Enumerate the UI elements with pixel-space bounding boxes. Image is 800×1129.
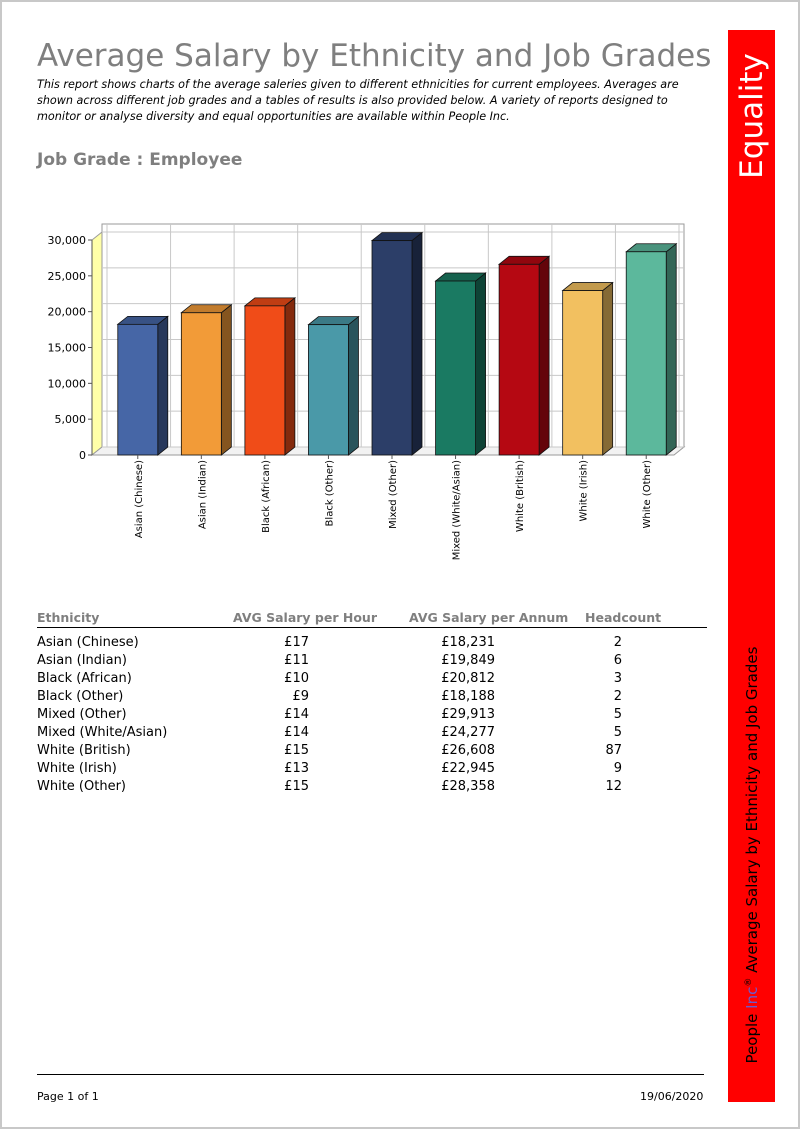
x-tick-label: Mixed (White/Asian) [451,460,463,561]
brand-registered: ® [743,977,754,987]
cell-ethnicity: White (Other) [37,779,126,794]
cell-annum: £20,812 [441,671,495,686]
report-date: 19/06/2020 [640,1090,704,1103]
bar-side [221,305,231,455]
cell-hour: £10 [284,671,309,686]
brand-people: People [742,1008,761,1064]
cell-ethnicity: Asian (Indian) [37,653,127,668]
bar-side [666,244,676,455]
cell-hour: £13 [284,761,309,776]
cell-hour: £14 [284,725,309,740]
cell-hour: £17 [284,635,309,650]
cell-ethnicity: White (British) [37,743,131,758]
y-tick-label: 5,000 [54,413,86,427]
cell-ethnicity: White (Irish) [37,761,117,776]
brand-inc: Inc [742,986,761,1009]
y-tick-label: 30,000 [47,234,86,247]
x-tick-label: Black (Other) [324,460,336,527]
sidebar-banner [728,30,775,1102]
header-annum: AVG Salary per Annum [409,610,569,625]
bar-side [476,273,486,455]
cell-ethnicity: Black (African) [37,671,132,686]
table-row [37,779,707,797]
cell-annum: £24,277 [441,725,495,740]
cell-annum: £18,231 [441,635,495,650]
cell-hour: £9 [292,689,309,704]
cell-headcount: 5 [613,725,622,740]
cell-hour: £15 [284,743,309,758]
bar-side [412,233,422,455]
sidebar-report-name [743,647,761,1064]
cell-headcount: 3 [613,671,622,686]
results-table [37,635,707,797]
bar-side [348,317,358,455]
table-row [37,635,707,653]
y-tick-label: 0 [79,449,86,462]
bar [563,291,603,455]
x-tick-label: Asian (Chinese) [133,460,145,539]
bar [181,313,221,455]
table-row [37,743,707,761]
cell-ethnicity: Asian (Chinese) [37,635,139,650]
bar-side [539,256,549,455]
y-tick-label: 20,000 [47,305,86,319]
cell-annum: £28,358 [441,779,495,794]
header-ethnicity: Ethnicity [37,610,100,625]
x-tick-label: Black (African) [260,460,272,533]
cell-annum: £29,913 [441,707,495,722]
chart-left-wall [92,232,102,455]
bar-side [158,316,168,455]
cell-headcount: 6 [613,653,622,668]
bar [118,324,158,455]
cell-ethnicity: Mixed (Other) [37,707,127,722]
bar [626,252,666,455]
table-row [37,689,707,707]
y-tick-label: 15,000 [47,341,86,355]
bar-side [285,298,295,455]
salary-bar-chart [2,2,722,572]
bar [245,306,285,455]
x-tick-label: Asian (Indian) [197,460,209,530]
x-tick-label: Mixed (Other) [388,460,399,529]
bar [436,281,476,455]
cell-hour: £15 [284,779,309,794]
bar [308,325,348,455]
cell-hour: £11 [284,653,309,668]
y-tick-label: 10,000 [47,377,86,391]
cell-annum: £18,188 [441,689,495,704]
footer-divider [37,1074,704,1075]
cell-hour: £14 [284,707,309,722]
bar-side [603,283,613,455]
x-tick-label: White (British) [515,460,527,533]
cell-annum: £22,945 [441,761,495,776]
bar [499,264,539,455]
page-number: Page 1 of 1 [37,1090,99,1103]
cell-headcount: 2 [613,635,622,650]
cell-ethnicity: Black (Other) [37,689,124,704]
table-row [37,671,707,689]
table-row [37,725,707,743]
table-row [37,653,707,671]
sidebar-report-title: Average Salary by Ethnicity and Job Grades [742,646,761,978]
sidebar-equality-label: Equality [733,53,770,179]
cell-headcount: 5 [613,707,622,722]
cell-ethnicity: Mixed (White/Asian) [37,725,168,740]
report-intro: This report shows charts of the average saleries given to different ethnicities for current employees. Averages are shown across different job grades and a tables of results is also provided below. A variety of reports designed to monitor or analyse diversity and equal opportunities are available within People Inc. [37,78,679,123]
cell-headcount: 9 [613,761,622,776]
cell-headcount: 87 [605,743,622,758]
header-headcount: Headcount [585,610,662,625]
cell-headcount: 12 [605,779,622,794]
table-row [37,761,707,779]
cell-headcount: 2 [613,689,622,704]
y-tick-label: 25,000 [47,269,86,283]
header-hour: AVG Salary per Hour [233,610,377,625]
x-tick-label: White (Irish) [578,460,590,522]
cell-annum: £26,608 [441,743,495,758]
x-tick-label: White (Other) [642,460,654,529]
bar [372,241,412,455]
cell-annum: £19,849 [441,653,495,668]
job-grade-heading: Job Grade : Employee [37,150,243,170]
table-row [37,707,707,725]
table-header [37,610,707,628]
report-title: Average Salary by Ethnicity and Job Grades [37,38,712,74]
